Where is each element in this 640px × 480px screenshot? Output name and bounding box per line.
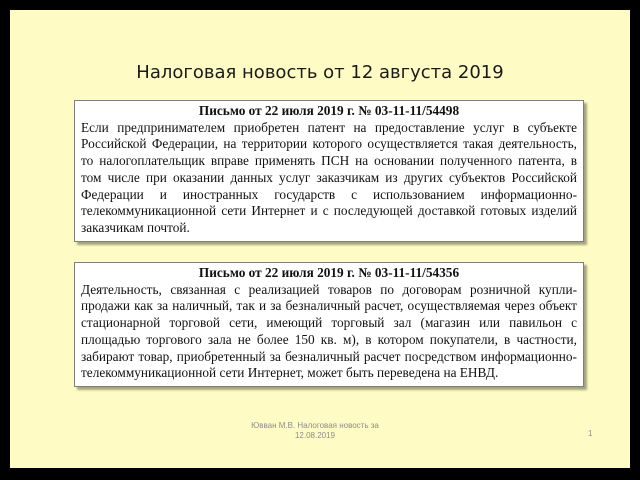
slide bbox=[10, 10, 630, 468]
letter-2-body: Деятельность, связанная с реализацией товаров по договорам розничной купли-продажи как за наличный, так и за безналичный расчет, осуществляемая через объект стационарной торговой сети, имеющий торговый зал (магазин или павильон с площадью торгового зала не более 150 кв. м), в котором покупатели, в частности, забирают товар, приобретенный за безналичный расчет посредством информационно-телекоммуникационной сети Интернет, может быть переведена на ЕНВД. bbox=[81, 281, 577, 381]
letter-box-1 bbox=[74, 100, 584, 242]
slide-title: Налоговая новость от 12 августа 2019 bbox=[136, 62, 504, 83]
page-number: 1 bbox=[588, 429, 593, 438]
letter-box-2 bbox=[74, 262, 584, 387]
slide-footer: Ювван М.В. Налоговая новость за 12.08.2019 bbox=[251, 421, 379, 440]
letter-1-heading: Письмо от 22 июля 2019 г. № 03-11-11/54498 bbox=[198, 103, 460, 118]
letter-2-heading: Письмо от 22 июля 2019 г. № 03-11-11/54356 bbox=[198, 265, 460, 280]
letter-1-body: Если предпринимателем приобретен патент на предоставление услуг в субъекте Российской Федерации, на территории которого осуществляется такая деятельность, то налогоплательщик вправе применять ПСН на основании полученного патента, в том числе при оказании данных услуг заказчикам из других субъектов Российской Федерации и иностранных государств с использованием информационно-телекоммуникационной сети Интернет и с последующей доставкой готовых изделий заказчикам почтой. bbox=[81, 119, 577, 235]
